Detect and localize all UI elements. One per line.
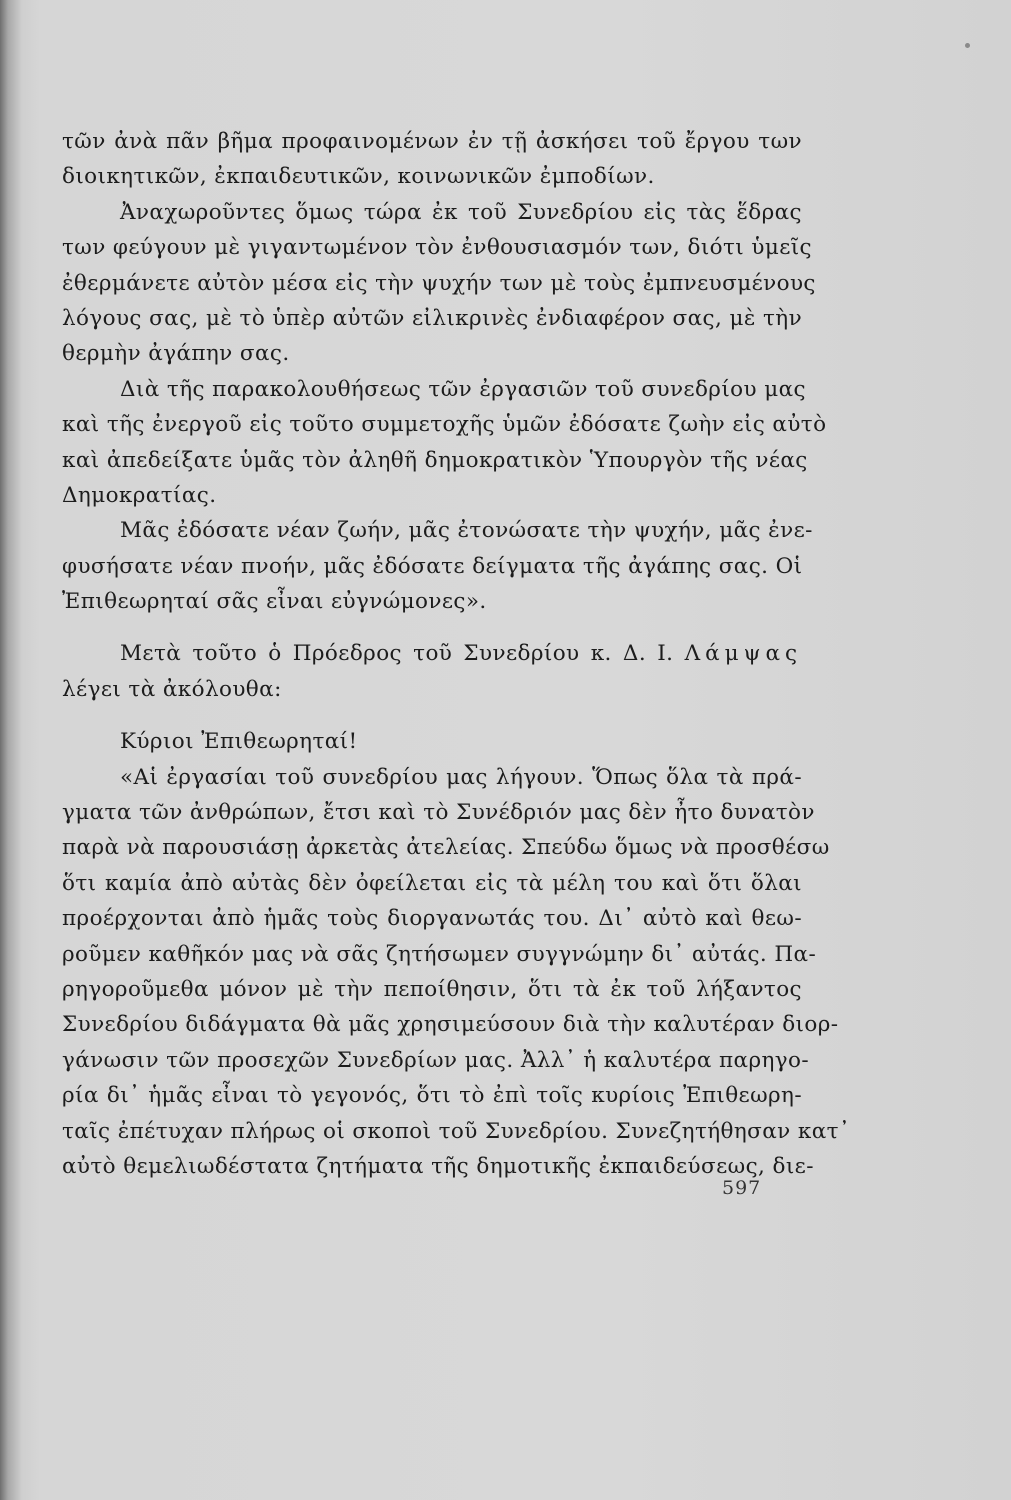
text-line: γματα τῶν ἀνθρώπων, ἔτσι καὶ τὸ Συνέδριόν μας δὲν ἦτο δυνατὸν	[62, 800, 815, 826]
salutation: Κύριοι Ἐπιθεωρηταί!	[120, 729, 358, 755]
text-line: γάνωσιν τῶν προσεχῶν Συνεδρίων μας. Ἀλλ᾽ ἡ καλυτέρα παρηγο-	[62, 1047, 810, 1073]
text-line: προέρχονται ἀπὸ ἡμᾶς τοὺς διοργανωτάς του. Δι᾽ αὐτὸ καὶ θεω-	[62, 906, 802, 932]
text-line: των φεύγουν μὲ γιγαντωμένον τὸν ἐνθουσιασμόν των, διότι ὑμεῖς	[62, 235, 813, 261]
text-line: «Αἱ ἐργασίαι τοῦ συνεδρίου μας λήγουν. Ὅπως ὅλα τὰ πρά-	[120, 764, 802, 790]
page-number: 597	[722, 1177, 762, 1199]
speaker-name: Λάμψας	[684, 641, 803, 667]
text-line: ὅτι καμία ἀπὸ αὐτὰς δὲν ὀφείλεται εἰς τὰ μέλη του καὶ ὅτι ὅλαι	[62, 870, 802, 896]
text-line	[62, 636, 802, 671]
text-line: τῶν ἀνὰ πᾶν βῆμα προφαινομένων ἐν τῇ ἀσκήσει τοῦ ἔργου των	[62, 129, 802, 154]
text-line: καὶ ἀπεδείξατε ὑμᾶς τὸν ἀληθῆ δημοκρατικὸν Ὑπουργὸν τῆς νέας	[62, 447, 808, 473]
text-line: Διὰ τῆς παρακολουθήσεως τῶν ἐργασιῶν τοῦ συνεδρίου μας	[120, 376, 806, 402]
text-line: ροῦμεν καθῆκόν μας νὰ σᾶς ζητήσωμεν συγγνώμην δι᾽ αὐτάς. Πα-	[62, 941, 817, 967]
text-line: ρηγοροῦμεθα μόνον μὲ τὴν πεποίθησιν, ὅτι τὰ ἐκ τοῦ λήξαντος	[62, 976, 802, 1002]
text-line: διοικητικῶν, ἐκπαιδευτικῶν, κοινωνικῶν ἐμποδίων.	[62, 164, 655, 190]
text-line: φυσήσατε νέαν πνοήν, μᾶς ἐδόσατε δείγματα τῆς ἀγάπης σας. Οἱ	[62, 553, 803, 579]
text-line-part: Μετὰ τοῦτο ὁ Πρόεδρος τοῦ Συνεδρίου κ. Δ. Ι.	[120, 641, 674, 667]
text-line: καὶ τῆς ἐνεργοῦ εἰς τοῦτο συμμετοχῆς ὑμῶν ἐδόσατε ζωὴν εἰς αὐτὸ	[62, 412, 827, 438]
text-line: παρὰ νὰ παρουσιάσῃ ἀρκετὰς ἀτελείας. Σπεύδω ὅμως νὰ προσθέσω	[62, 835, 830, 861]
body-text	[62, 124, 851, 1184]
text-line: Μᾶς ἐδόσατε νέαν ζωήν, μᾶς ἐτονώσατε τὴν ψυχήν, μᾶς ἐνε-	[120, 518, 813, 544]
text-line: αὐτὸ θεμελιωδέστατα ζητήματα τῆς δημοτικῆς ἐκπαιδεύσεως, διε-	[62, 1153, 814, 1179]
text-line: ταῖς ἐπέτυχαν πλήρως οἱ σκοποὶ τοῦ Συνεδρίου. Συνεζητήθησαν κατ᾽	[62, 1118, 851, 1144]
text-line: Ἐπιθεωρηταί σᾶς εἶναι εὐγνώμονες».	[62, 589, 487, 615]
text-line: ἐθερμάνετε αὐτὸν μέσα εἰς τὴν ψυχήν των μὲ τοὺς ἐμπνευσμένους	[62, 270, 816, 296]
text-line: λέγει τὰ ἀκόλουθα:	[62, 676, 282, 702]
text-line: θερμὴν ἀγάπην σας.	[62, 341, 290, 367]
text-line: Δημοκρατίας.	[62, 482, 217, 508]
text-line: ρία δι᾽ ἡμᾶς εἶναι τὸ γεγονός, ὅτι τὸ ἐπὶ τοῖς κυρίοις Ἐπιθεωρη-	[62, 1083, 802, 1109]
text-line: Συνεδρίου διδάγματα θὰ μᾶς χρησιμεύσουν διὰ τὴν καλυτέραν διορ-	[62, 1012, 839, 1038]
paper-speck	[965, 43, 970, 48]
text-line: Ἀναχωροῦντες ὅμως τώρα ἐκ τοῦ Συνεδρίου εἰς τὰς ἕδρας	[120, 199, 802, 225]
text-line: λόγους σας, μὲ τὸ ὑπὲρ αὐτῶν εἰλικρινὲς ἐνδιαφέρον σας, μὲ τὴν	[62, 305, 803, 331]
